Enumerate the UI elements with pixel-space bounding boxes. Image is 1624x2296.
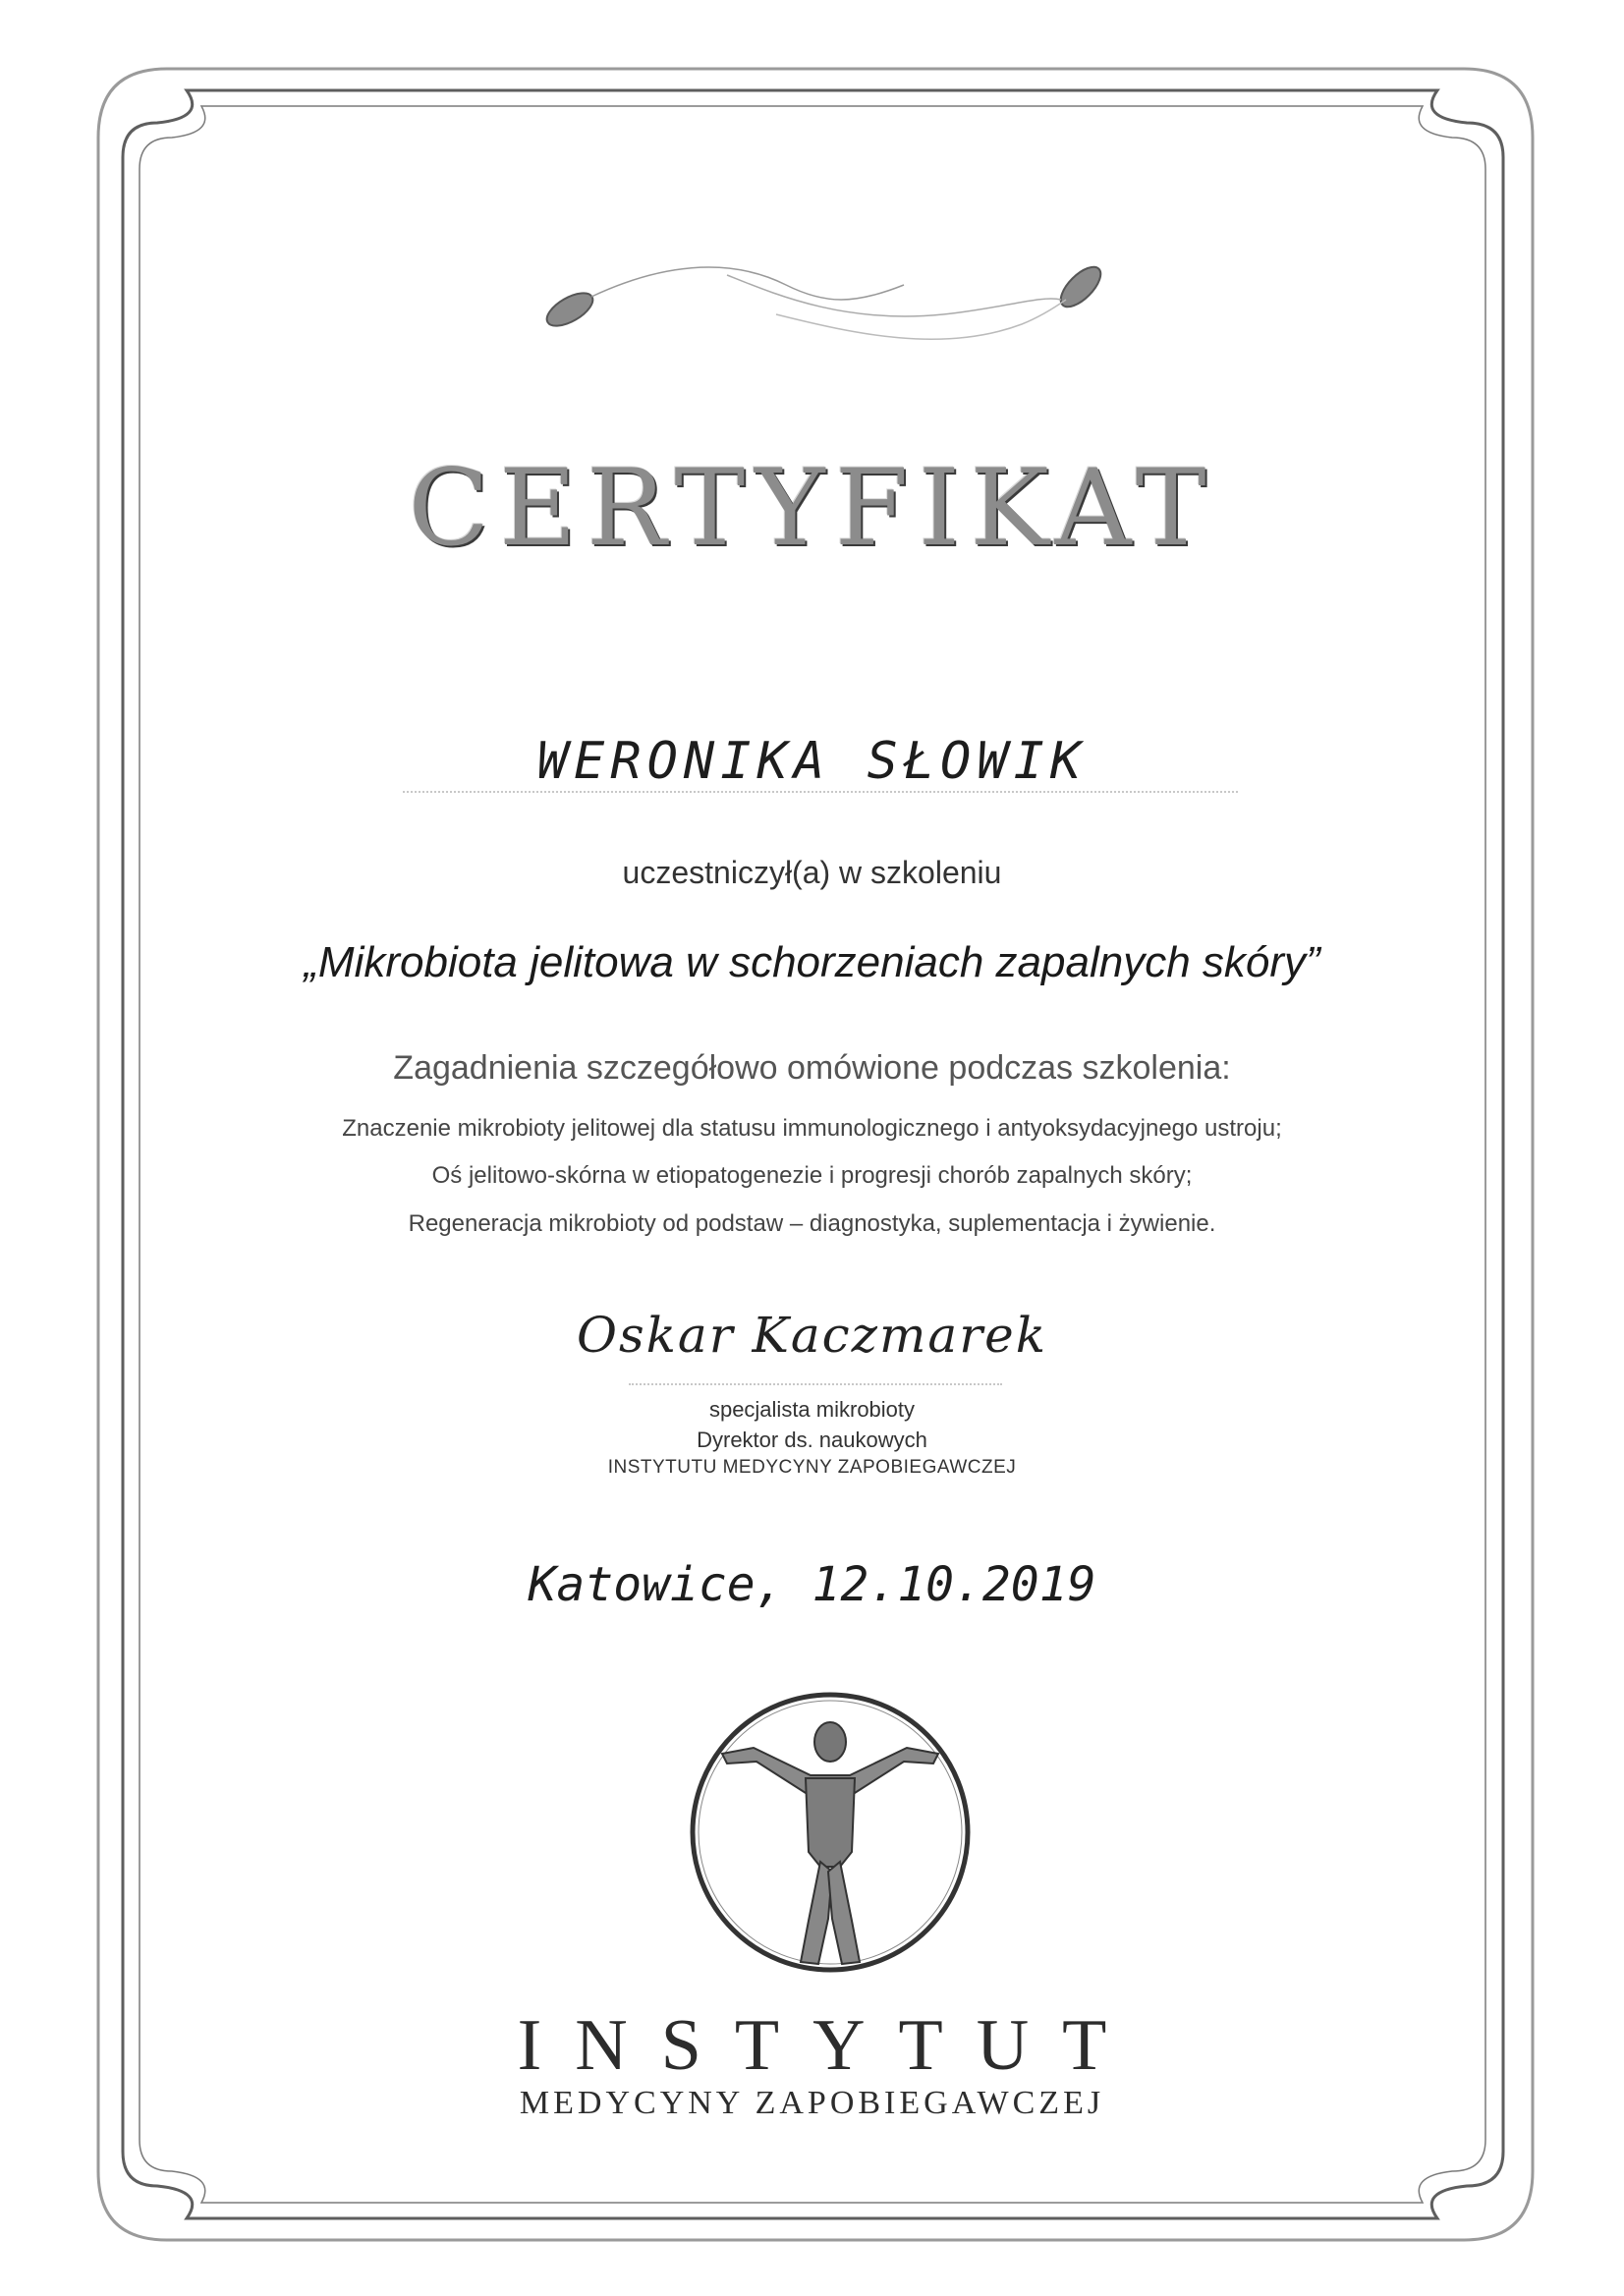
vitruvian-figure-icon [683, 1685, 978, 1980]
topic-item: Znaczenie mikrobioty jelitowej dla statusu immunologicznego i antyoksydacyjnego ustroju; [342, 1115, 1282, 1142]
certificate-title: CERTYFIKAT [408, 447, 1216, 570]
institute-subtitle: MEDYCYNY ZAPOBIEGAWCZEJ [519, 2085, 1105, 2121]
institute-name: INSTYTUT [517, 2005, 1141, 2086]
place-and-date: Katowice, 12.10.2019 [528, 1557, 1096, 1612]
signatory-role: specjalista mikrobioty [708, 1397, 916, 1422]
participated-text: uczestniczył(a) w szkoleniu [622, 855, 1002, 890]
signature-dotted-line [629, 1383, 1002, 1385]
name-dotted-line [403, 791, 1238, 793]
participant-name: WERONIKA SŁOWIK [536, 732, 1088, 791]
bacteria-illustration [531, 246, 1120, 373]
course-title: „Mikrobiota jelitowa w schorzeniach zapalnych skóry” [304, 938, 1320, 986]
institute-logo [683, 1685, 978, 1980]
topics-heading: Zagadnienia szczegółowo omówione podczas szkolenia: [393, 1049, 1231, 1087]
topic-item: Oś jelitowo-skórna w etiopatogenezie i progresji chorób zapalnych skóry; [431, 1162, 1193, 1189]
signatory-institution: INSTYTUTU MEDYCYNY ZAPOBIEGAWCZEJ [607, 1457, 1017, 1478]
topic-item: Regeneracja mikrobioty od podstaw – diagnostyka, suplementacja i żywienie. [408, 1210, 1216, 1237]
signature: Oskar Kaczmarek [576, 1307, 1048, 1364]
signatory-title: Dyrektor ds. naukowych [697, 1428, 927, 1452]
